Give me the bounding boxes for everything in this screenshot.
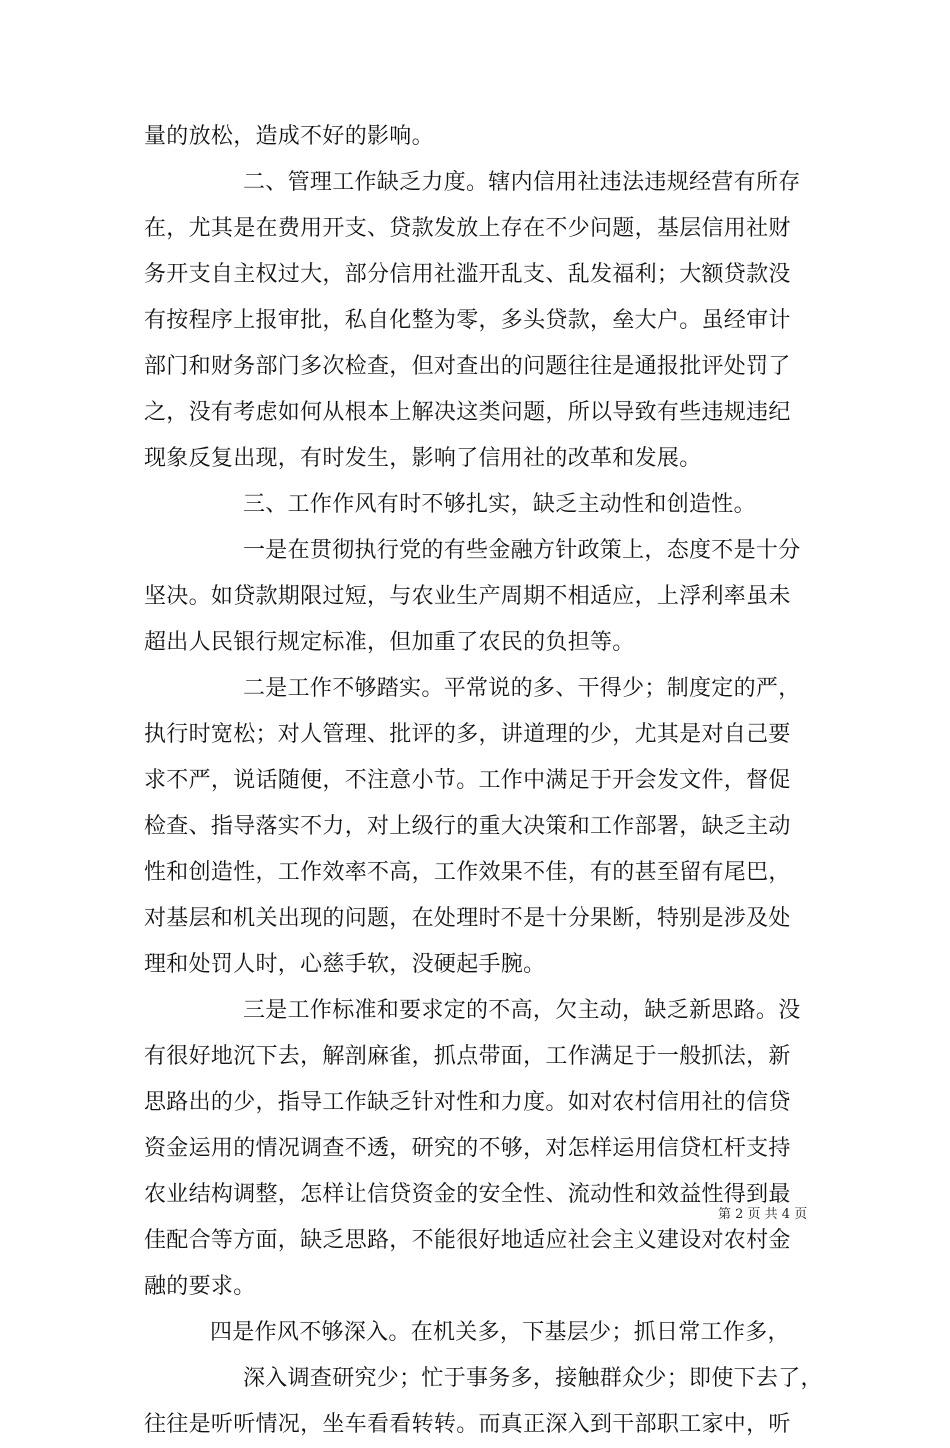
text-line: 农业结构调整，怎样让信贷资金的安全性、流动性和效益性得到最 bbox=[144, 1182, 791, 1207]
text-line: 佳配合等方面，缺乏思路，不能很好地适应社会主义建设对农村金 bbox=[144, 1228, 791, 1253]
text-line: 有按程序上报审批，私自化整为零，多头贷款，垒大户。虽经审计 bbox=[144, 308, 791, 333]
text-line: 二、管理工作缺乏力度。辖内信用社违法违规经营有所存 bbox=[243, 170, 801, 195]
text-line: 务开支自主权过大，部分信用社滥开乱支、乱发福利；大额贷款没 bbox=[144, 262, 791, 287]
text-line: 一是在贯彻执行党的有些金融方针政策上，态度不是十分 bbox=[243, 538, 801, 563]
text-line: 在，尤其是在费用开支、贷款发放上存在不少问题，基层信用社财 bbox=[144, 216, 791, 241]
text-line: 二是工作不够踏实。平常说的多、干得少；制度定的严， bbox=[243, 676, 801, 701]
text-line: 有很好地沉下去，解剖麻雀，抓点带面，工作满足于一般抓法，新 bbox=[144, 1044, 791, 1069]
text-line: 坚决。如贷款期限过短，与农业生产周期不相适应，上浮利率虽未 bbox=[144, 584, 791, 609]
text-line: 三是工作标准和要求定的不高，欠主动，缺乏新思路。没 bbox=[243, 998, 801, 1023]
text-line: 之，没有考虑如何从根本上解决这类问题，所以导致有些违规违纪 bbox=[144, 400, 791, 425]
text-line: 融的要求。 bbox=[144, 1274, 256, 1299]
text-line: 检查、指导落实不力，对上级行的重大决策和工作部署，缺乏主动 bbox=[144, 814, 791, 839]
text-line: 往往是听听情况，坐车看看转转。而真正深入到干部职工家中，听 bbox=[144, 1412, 791, 1437]
text-line: 超出人民银行规定标准，但加重了农民的负担等。 bbox=[144, 630, 635, 655]
text-line: 思路出的少，指导工作缺乏针对性和力度。如对农村信用社的信贷 bbox=[144, 1090, 791, 1115]
text-line: 资金运用的情况调查不透，研究的不够，对怎样运用信贷杠杆支持 bbox=[144, 1136, 791, 1161]
document-body bbox=[144, 114, 823, 1448]
text-line: 求不严，说话随便，不注意小节。工作中满足于开会发文件，督促 bbox=[144, 768, 791, 793]
text-line: 性和创造性，工作效率不高，工作效果不佳，有的甚至留有尾巴， bbox=[144, 860, 791, 885]
text-line: 对基层和机关出现的问题，在处理时不是十分果断，特别是涉及处 bbox=[144, 906, 791, 931]
text-line: 现象反复出现，有时发生，影响了信用社的改革和发展。 bbox=[144, 446, 702, 471]
text-line: 部门和财务部门多次检查，但对查出的问题往往是通报批评处罚了 bbox=[144, 354, 791, 379]
text-line: 理和处罚人时，心慈手软，没硬起手腕。 bbox=[144, 952, 546, 977]
text-line: 三、工作作风有时不够扎实，缺乏主动性和创造性。 bbox=[243, 492, 756, 517]
text-line: 四是作风不够深入。在机关多，下基层少；抓日常工作多， bbox=[210, 1320, 790, 1345]
text-line: 执行时宽松；对人管理、批评的多，讲道理的少，尤其是对自己要 bbox=[144, 722, 791, 747]
text-line: 深入调查研究少；忙于事务多，接触群众少；即使下去了， bbox=[243, 1366, 823, 1391]
page-footer: 第 2 页 共 4 页 bbox=[718, 1207, 808, 1222]
text-line: 量的放松，造成不好的影响。 bbox=[144, 124, 434, 149]
